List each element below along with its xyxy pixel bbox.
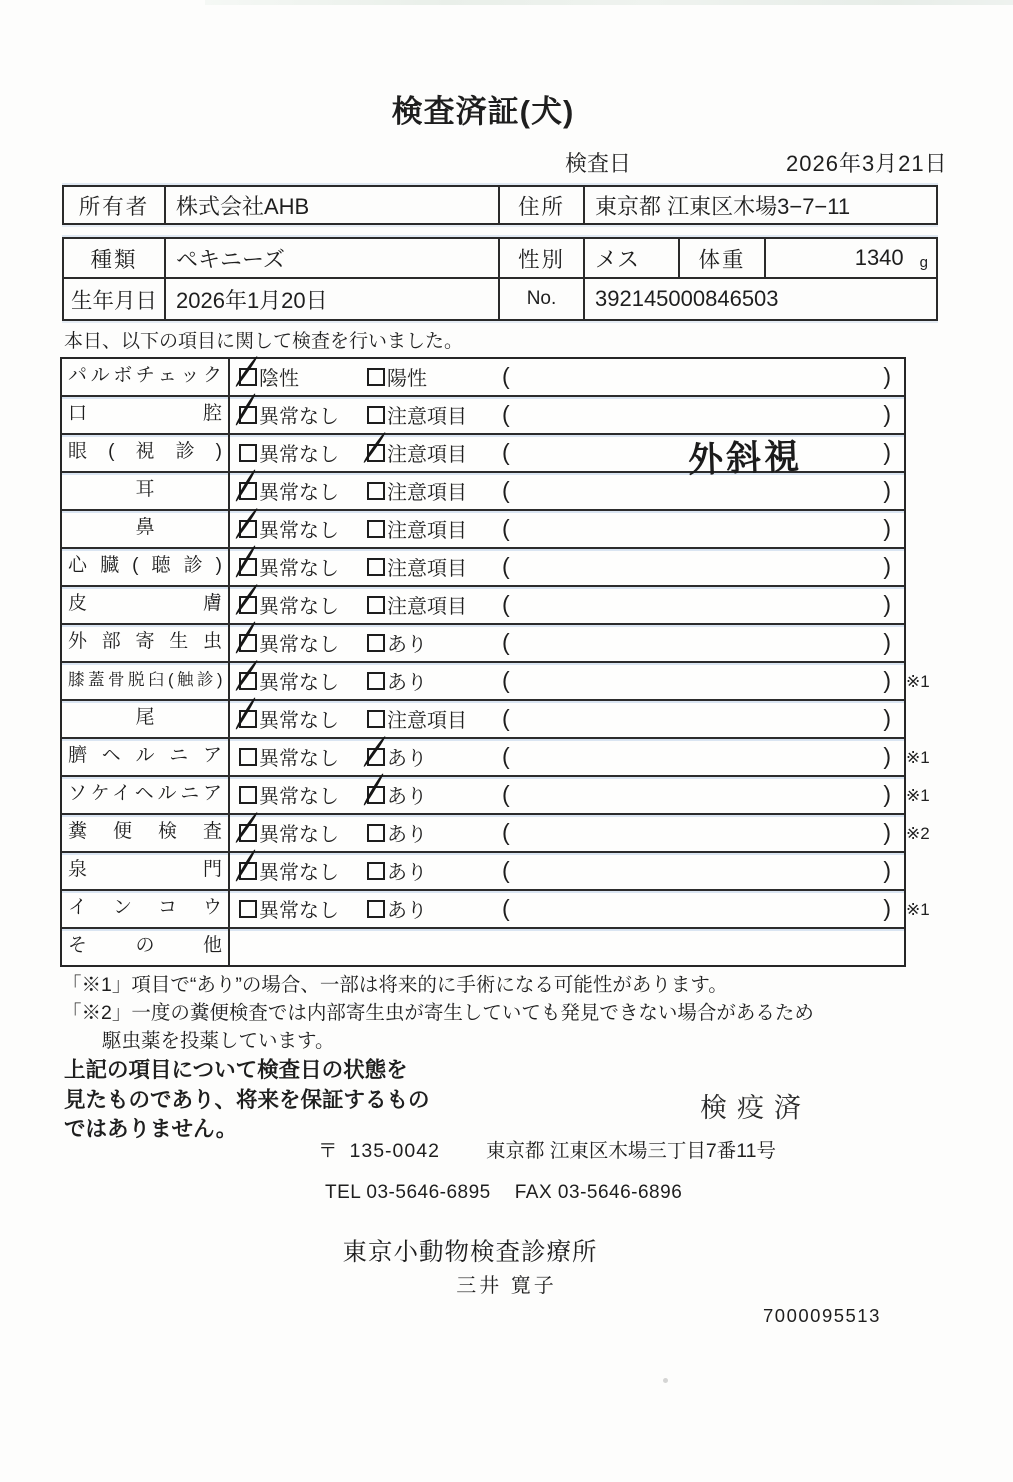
checkbox-checked-icon [239, 520, 257, 538]
checkbox-checked-icon [239, 862, 257, 880]
intro-text: 本日、以下の項目に関して検査を行いました。 [64, 331, 464, 352]
checkbox-icon [367, 634, 385, 652]
checklist-item-label: インコウ [62, 891, 230, 927]
checklist-row [62, 625, 904, 663]
checklist-row [62, 511, 904, 549]
checkbox-icon [367, 710, 385, 728]
checkbox-label: 注意項目 [387, 482, 467, 504]
checkbox-label: 注意項目 [387, 444, 467, 466]
paren-close-icon: ) [883, 895, 891, 921]
checkbox-option [239, 891, 339, 926]
paren-close-icon: ) [883, 477, 891, 503]
checkbox-option [239, 587, 339, 622]
checklist-item-label: 皮膚 [62, 587, 230, 623]
checkbox-label: 異常なし [259, 444, 339, 466]
paren-open-icon: ( [502, 819, 510, 845]
checklist-item-options [230, 397, 904, 433]
checkbox-option [367, 701, 467, 736]
paren-close-icon: ) [883, 819, 891, 845]
fax-number: FAX 03-5646-6896 [514, 1182, 683, 1203]
checklist-item-label: 鼻 [62, 511, 230, 547]
checkbox-checked-icon [239, 558, 257, 576]
checkbox-label: 異常なし [259, 520, 339, 542]
checklist-item-options [230, 549, 904, 585]
birth-value: 2026年1月20日 [164, 279, 498, 319]
checkbox-option [367, 815, 427, 850]
postal-mark-icon: 〒 [318, 1140, 338, 1162]
checkbox-icon [367, 900, 385, 918]
checkbox-option [239, 511, 339, 546]
checkbox-label: 異常なし [259, 900, 339, 922]
checkbox-checked-icon [239, 710, 257, 728]
checkbox-option [367, 777, 427, 812]
checkbox-label: 異常なし [259, 824, 339, 846]
checkbox-icon [367, 862, 385, 880]
footnote-line: 駆虫薬を投薬しています。 [102, 1030, 335, 1052]
weight-value-cell [764, 239, 936, 277]
inspection-date-label: 検査日 [565, 151, 632, 176]
checkbox-label: 注意項目 [387, 406, 467, 428]
checklist-item-options [230, 777, 904, 813]
checkbox-checked-icon [239, 634, 257, 652]
checklist-row [62, 663, 930, 701]
paren-open-icon: ( [502, 591, 510, 617]
weight-label: 体重 [678, 239, 764, 277]
checklist-item-options [230, 473, 904, 509]
scan-dot-artifact [663, 1378, 668, 1383]
checkbox-label: 異常なし [259, 558, 339, 580]
paren-close-icon: ) [883, 629, 891, 655]
checklist-item-options [230, 815, 904, 851]
checkbox-label: 異常なし [259, 596, 339, 618]
clinic-tel-line [325, 1182, 682, 1204]
clinic-name: 東京小動物検査診療所 [342, 1239, 598, 1266]
checkbox-option [239, 777, 339, 812]
paren-open-icon: ( [502, 401, 510, 427]
handwritten-note: 外斜視 [687, 437, 803, 480]
checklist-item-label: その他 [62, 929, 230, 965]
checklist-item-label: ソケイヘルニア [62, 777, 230, 813]
checkbox-label: あり [387, 634, 427, 656]
checklist-item-label: 臍ヘルニア [62, 739, 230, 775]
paren-close-icon: ) [883, 857, 891, 883]
birth-label: 生年月日 [70, 288, 157, 313]
checkbox-option [367, 359, 427, 394]
checkbox-icon [367, 824, 385, 842]
postal-code: 135-0042 [349, 1140, 440, 1162]
paren-close-icon: ) [883, 667, 891, 693]
address-label: 住所 [498, 187, 583, 223]
paren-open-icon: ( [502, 629, 510, 655]
checkbox-icon [239, 786, 257, 804]
checklist-item-options [230, 625, 904, 661]
reference-marker: ※1 [906, 786, 930, 805]
checkbox-option [239, 435, 339, 470]
checklist-row [62, 815, 930, 853]
checklist-row [62, 891, 930, 929]
checkbox-option [367, 853, 427, 888]
checkbox-label: 注意項目 [387, 520, 467, 542]
paren-close-icon: ) [883, 781, 891, 807]
checkbox-option [367, 397, 467, 432]
checkbox-option [239, 815, 339, 850]
checkbox-icon [367, 558, 385, 576]
paren-open-icon: ( [502, 705, 510, 731]
checkbox-option [367, 549, 467, 584]
breed-value: ペキニーズ [164, 239, 498, 277]
checkbox-label: あり [387, 862, 427, 884]
checkbox-icon [367, 520, 385, 538]
checklist-item-options [230, 929, 904, 965]
checkbox-label: あり [387, 824, 427, 846]
checkbox-option [367, 663, 427, 698]
clinic-postal-line [318, 1135, 776, 1163]
checkbox-label: 異常なし [259, 634, 339, 656]
checklist-item-label: 耳 [62, 473, 230, 509]
checkbox-label: あり [387, 786, 427, 808]
reference-marker: ※1 [906, 748, 930, 767]
checkbox-option [367, 891, 427, 926]
checkbox-label: 異常なし [259, 482, 339, 504]
paren-close-icon: ) [883, 705, 891, 731]
checklist-item-options [230, 701, 904, 737]
checklist-item-label: 尾 [62, 701, 230, 737]
checkbox-label: 注意項目 [387, 558, 467, 580]
sex-label: 性別 [498, 239, 583, 277]
checklist-row [62, 549, 904, 587]
checkbox-icon [367, 406, 385, 424]
checkbox-checked-icon [239, 368, 257, 386]
paren-open-icon: ( [502, 743, 510, 769]
paren-open-icon: ( [502, 781, 510, 807]
checklist-row [62, 739, 930, 777]
reference-marker: ※2 [906, 824, 930, 843]
checklist-row [62, 929, 904, 965]
paren-close-icon: ) [883, 515, 891, 541]
checkbox-checked-icon [239, 482, 257, 500]
checkbox-label: 異常なし [259, 710, 339, 732]
checkbox-icon [239, 900, 257, 918]
veterinarian-name: 三井 寛子 [456, 1275, 557, 1297]
checkbox-option [239, 473, 339, 508]
checklist-row [62, 587, 904, 625]
checkbox-label: あり [387, 900, 427, 922]
weight-unit: g [919, 253, 928, 271]
paren-open-icon: ( [502, 439, 510, 465]
checkbox-label: 異常なし [259, 672, 339, 694]
pet-info-row-1 [64, 239, 936, 279]
checkbox-checked-icon [239, 824, 257, 842]
paren-open-icon: ( [502, 515, 510, 541]
checkbox-option [367, 587, 467, 622]
checklist-item-options [230, 587, 904, 623]
checkbox-label: 異常なし [259, 406, 339, 428]
no-label: No. [498, 279, 583, 319]
checkbox-option [367, 625, 427, 660]
checklist-row [62, 359, 904, 397]
checklist-table [60, 357, 930, 967]
footnote-line: 「※1」項目で“あり”の場合、一部は将来的に手術になる可能性があります。 [62, 974, 728, 996]
no-value: 392145000846503 [583, 279, 936, 319]
checkbox-checked-icon [239, 672, 257, 690]
disclaimer-line: 上記の項目について検査日の状態を [64, 1058, 408, 1082]
owner-address: 東京都 江東区木場3−7−11 [583, 187, 936, 223]
checkbox-icon [367, 596, 385, 614]
footnotes [62, 971, 814, 1055]
checkbox-icon [367, 482, 385, 500]
clinic-address: 東京都 江東区木場三丁目7番11号 [485, 1140, 776, 1162]
paren-open-icon: ( [502, 553, 510, 579]
checkbox-option [239, 739, 339, 774]
checkbox-label: 異常なし [259, 748, 339, 770]
checkbox-checked-icon [239, 596, 257, 614]
disclaimer-line: 見たものであり、将来を保証するもの [64, 1087, 430, 1112]
checkbox-option [239, 359, 299, 394]
breed-label: 種類 [90, 247, 138, 272]
checkbox-option [239, 625, 339, 660]
checkbox-label: 注意項目 [387, 596, 467, 618]
checklist-item-label: 糞便検査 [62, 815, 230, 851]
checkbox-label: 異常なし [259, 862, 339, 884]
checklist-item-options [230, 663, 904, 699]
checklist-item-label: 口腔 [62, 397, 230, 433]
checkbox-option [239, 549, 339, 584]
checklist-row [62, 777, 930, 815]
checklist-item-options [230, 891, 904, 927]
paren-close-icon: ) [883, 553, 891, 579]
checklist-row [62, 435, 904, 480]
checkbox-icon [367, 368, 385, 386]
paren-open-icon: ( [502, 477, 510, 503]
pet-info-row-2 [64, 279, 936, 319]
checkbox-icon [239, 444, 257, 462]
paren-close-icon: ) [883, 591, 891, 617]
checklist-item-label: 眼(視診) [62, 435, 230, 471]
checkbox-checked-icon [367, 748, 385, 766]
checkbox-label: 陰性 [259, 368, 299, 390]
quarantine-stamp: 検疫済 [700, 1093, 811, 1123]
paren-open-icon: ( [502, 895, 510, 921]
scan-artifact-strip [205, 0, 1013, 5]
owner-label: 所有者 [78, 194, 150, 219]
checkbox-option [239, 663, 339, 698]
checklist-row [62, 473, 904, 511]
checkbox-icon [239, 748, 257, 766]
paren-open-icon: ( [502, 363, 510, 389]
paren-close-icon: ) [883, 401, 891, 427]
tel-number: TEL 03-5646-6895 [325, 1182, 491, 1203]
checkbox-label: あり [387, 748, 427, 770]
owner-name: 株式会社AHB [164, 187, 498, 223]
checklist-item-label: パルボチェック [62, 359, 230, 395]
checklist-item-label: 外部寄生虫 [62, 625, 230, 661]
checklist-item-label: 膝蓋骨脱臼(触診) [62, 663, 230, 699]
checkbox-checked-icon [367, 786, 385, 804]
sex-value: メス [583, 239, 678, 277]
checkbox-option [367, 435, 467, 470]
checkbox-label: 注意項目 [387, 710, 467, 732]
checkbox-checked-icon [239, 406, 257, 424]
checkbox-option [239, 853, 339, 888]
checkbox-option [239, 397, 339, 432]
checkbox-option [239, 701, 339, 736]
checkbox-option [367, 739, 427, 774]
checklist-row [62, 701, 904, 739]
footnote-line: 「※2」一度の糞便検査では内部寄生虫が寄生していても発見できない場合があるため [62, 1002, 814, 1024]
checkbox-checked-icon [367, 444, 385, 462]
checkbox-option [367, 473, 467, 508]
page-title: 検査済証(犬) [391, 94, 575, 129]
paren-close-icon: ) [883, 363, 891, 389]
checklist-item-options [230, 853, 904, 889]
serial-number: 7000095513 [763, 1305, 881, 1326]
checkbox-label: 異常なし [259, 786, 339, 808]
pet-info-table [62, 237, 938, 321]
disclaimer [64, 1056, 430, 1145]
checklist-item-options [230, 511, 904, 547]
checklist-item-options [230, 359, 904, 395]
weight-value: 1340 [854, 245, 904, 270]
reference-marker: ※1 [906, 900, 930, 919]
paren-open-icon: ( [502, 857, 510, 883]
disclaimer-line: ではありません。 [64, 1117, 238, 1141]
paren-close-icon: ) [883, 743, 891, 769]
inspection-date-value: 2026年3月21日 [786, 151, 948, 176]
checklist-item-label: 心臓(聴診) [62, 549, 230, 585]
checklist-row [62, 853, 904, 891]
checklist-item-label: 泉門 [62, 853, 230, 889]
checklist-item-options [230, 739, 904, 775]
reference-marker: ※1 [906, 672, 930, 691]
paren-close-icon: ) [883, 439, 891, 465]
checkbox-icon [367, 672, 385, 690]
checkbox-option [367, 511, 467, 546]
owner-table [62, 185, 938, 225]
paren-open-icon: ( [502, 667, 510, 693]
checkbox-label: あり [387, 672, 427, 694]
checkbox-label: 陽性 [387, 368, 427, 390]
checklist-item-options [230, 435, 904, 480]
